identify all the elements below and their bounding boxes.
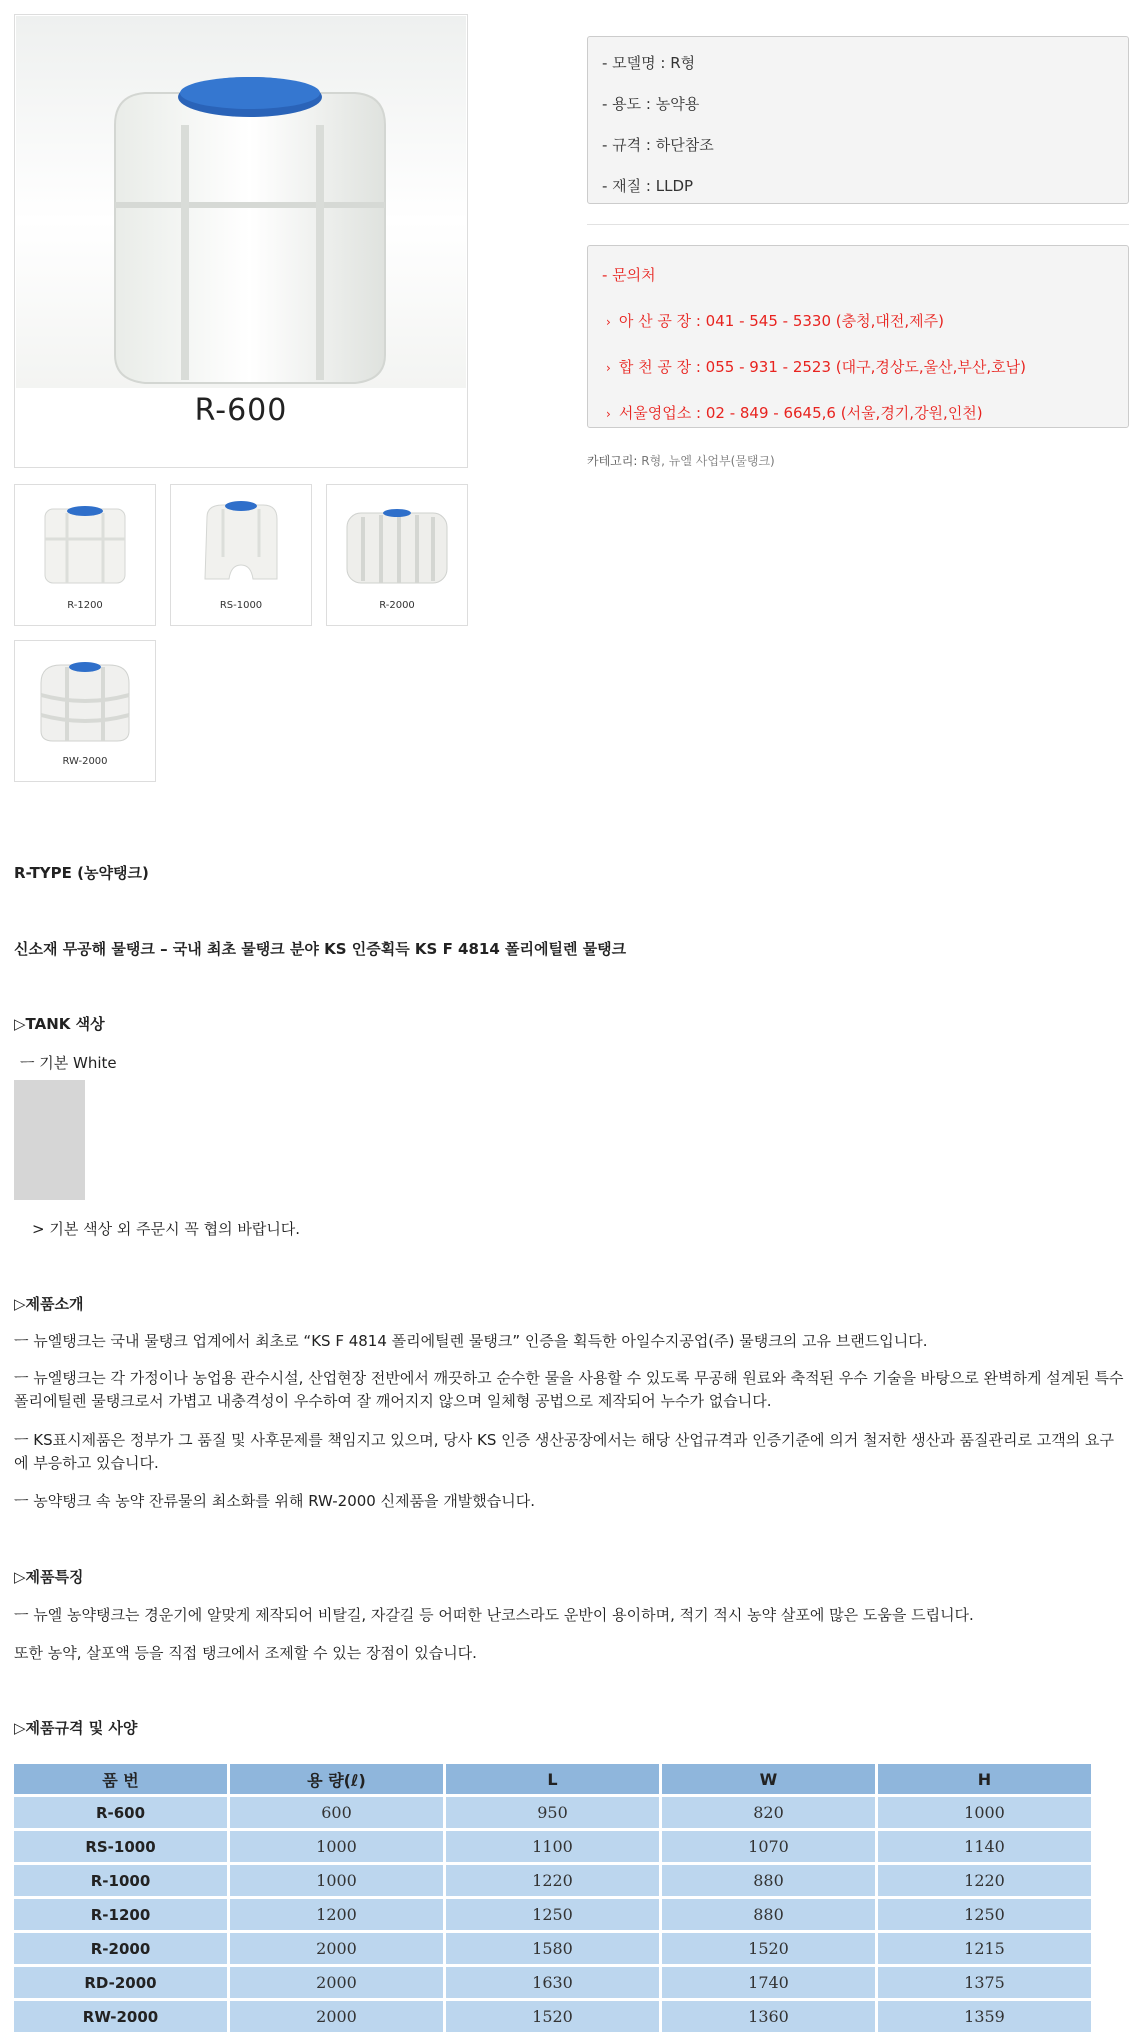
width-cell: 820 [662,1797,875,1828]
header-width: W [662,1764,875,1794]
thumb-r1200[interactable] [14,484,156,626]
length-cell: 950 [446,1797,659,1828]
thumb-caption: R-2000 [379,600,415,611]
thumb-r2000[interactable] [326,484,468,626]
intro-para-2: ㅡ 뉴엘탱크는 각 가정이나 농업용 관수시설, 산업현장 전반에서 깨끗하고 순수한 물을 사용할 수 있도록 무공해 원료와 축적된 우수 기술을 바탕으로 완벽하게 설계된 특수 폴리에틸렌 물탱크로서 가볍고 내충격성이 우수하여 잘 깨어지지 않으며 일체형 공법으로 제작되어 누수가 없습니다. [14,1369,1124,1410]
tank-r1200-icon [37,499,133,589]
caret-icon: › [606,361,611,375]
length-cell: 1520 [446,2001,659,2032]
length-cell: 1580 [446,1933,659,1964]
caret-icon: › [606,315,611,329]
main-image-caption: R-600 [194,393,288,428]
part-no-cell: RD-2000 [14,1967,227,1998]
thumb-caption: RS-1000 [219,600,263,611]
height-cell: 1375 [878,1967,1091,1998]
capacity-cell: 1000 [230,1865,443,1896]
height-cell: 1359 [878,2001,1091,2032]
table-row [14,1933,1091,1964]
color-base: ㅡ 기본 White [20,1054,117,1072]
capacity-cell: 2000 [230,1967,443,1998]
thumb-caption: RW-2000 [62,756,108,767]
width-cell: 880 [662,1865,875,1896]
divider [587,224,1129,225]
product-subheading: 신소재 무공해 물탱크 – 국내 최초 물탱크 분야 KS 인증획득 KS F 4814 폴리에틸렌 물탱크 [14,940,627,958]
header-length: L [446,1764,659,1794]
usage: - 용도 : 농약용 [602,95,700,113]
tank-rs1000-icon [193,497,289,591]
table-row [14,1865,1091,1896]
width-cell: 880 [662,1899,875,1930]
feature-section-title: ▷제품특징 [14,1568,84,1586]
caret-icon: › [606,407,611,421]
category-line [587,452,775,469]
spec-section-title: ▷제품규격 및 사양 [14,1719,138,1737]
main-product-image[interactable] [14,14,468,468]
length-cell: 1630 [446,1967,659,1998]
part-no-cell: R-2000 [14,1933,227,1964]
contact-seoul-text: 서울영업소 : 02 - 849 - 6645,6 (서울,경기,강원,인천) [618,404,983,422]
intro-para-1: ㅡ 뉴엘탱크는 국내 물탱크 업계에서 최초로 “KS F 4814 폴리에틸렌 물탱크” 인증을 획득한 아일수지공업(주) 물탱크의 고유 브랜드입니다. [14,1332,928,1350]
height-cell: 1000 [878,1797,1091,1828]
height-cell: 1140 [878,1831,1091,1862]
height-cell: 1250 [878,1899,1091,1930]
capacity-cell: 2000 [230,2001,443,2032]
thumb-rw2000[interactable] [14,640,156,782]
table-row [14,1831,1091,1862]
tank-rw2000-icon [31,655,139,747]
width-cell: 1070 [662,1831,875,1862]
thumb-caption: R-1200 [67,600,103,611]
part-no-cell: RS-1000 [14,1831,227,1862]
specification: - 규격 : 하단참조 [602,136,714,154]
tank-r600-illustration [85,55,405,395]
capacity-cell: 1200 [230,1899,443,1930]
table-row [14,1899,1091,1930]
width-cell: 1360 [662,2001,875,2032]
table-row [14,1797,1091,1828]
material: - 재질 : LLDP [602,177,694,195]
part-no-cell: R-600 [14,1797,227,1828]
white-color-swatch [14,1080,85,1200]
color-section-title: ▷TANK 색상 [14,1015,105,1033]
part-no-cell: R-1200 [14,1899,227,1930]
part-no-cell: R-1000 [14,1865,227,1896]
model-name: - 모델명 : R형 [602,54,696,72]
capacity-cell: 2000 [230,1933,443,1964]
intro-section-title: ▷제품소개 [14,1295,84,1313]
width-cell: 1520 [662,1933,875,1964]
thumb-rs1000[interactable] [170,484,312,626]
width-cell: 1740 [662,1967,875,1998]
contact-hapcheon-text: 합 천 공 장 : 055 - 931 - 2523 (대구,경상도,울산,부산,호남) [618,358,1026,376]
color-note: > 기본 색상 외 주문시 꼭 협의 바랍니다. [32,1220,301,1238]
tank-r2000-icon [341,501,453,589]
contact-asan [602,298,1114,344]
length-cell: 1250 [446,1899,659,1930]
product-heading: R-TYPE (농약탱크) [14,864,149,882]
contact-box [587,245,1129,428]
contact-seoul [602,390,1114,436]
height-cell: 1215 [878,1933,1091,1964]
length-cell: 1220 [446,1865,659,1896]
part-no-cell: RW-2000 [14,2001,227,2032]
feature-para-1: ㅡ 뉴엘 농약탱크는 경운기에 알맞게 제작되어 비탈길, 자갈길 등 어떠한 난코스라도 운반이 용이하며, 적기 적시 농약 살포에 많은 도움을 드립니다. [14,1606,974,1624]
product-summary-box [587,36,1129,204]
length-cell: 1100 [446,1831,659,1862]
category-label: 카테고리: [587,454,638,468]
contact-asan-text: 아 산 공 장 : 041 - 545 - 5330 (충청,대전,제주) [618,312,944,330]
spec-table [11,1761,1094,2035]
intro-para-4: ㅡ 농약탱크 속 농약 잔류물의 최소화를 위해 RW-2000 신제품을 개발했습니다. [14,1492,536,1510]
table-row [14,1967,1091,1998]
category-links[interactable]: R형, 뉴엘 사업부(물탱크) [641,454,775,468]
spec-header-row [14,1764,1091,1794]
feature-para-2: 또한 농약, 살포액 등을 직접 탱크에서 조제할 수 있는 장점이 있습니다. [14,1644,477,1662]
intro-para-3: ㅡ KS표시제품은 정부가 그 품질 및 사후문제를 책임지고 있으며, 당사 KS 인증 생산공장에서는 해당 산업규격과 인증기준에 의거 철저한 생산과 품질관리로 고객의 요구에 부응하고 있습니다. [14,1431,1114,1472]
contact-hapcheon [602,344,1114,390]
capacity-cell: 600 [230,1797,443,1828]
contact-title: - 문의처 [602,266,656,284]
header-height: H [878,1764,1091,1794]
header-capacity: 용 량(ℓ) [230,1764,443,1794]
capacity-cell: 1000 [230,1831,443,1862]
header-part-no: 품 번 [14,1764,227,1794]
height-cell: 1220 [878,1865,1091,1896]
table-row [14,2001,1091,2032]
